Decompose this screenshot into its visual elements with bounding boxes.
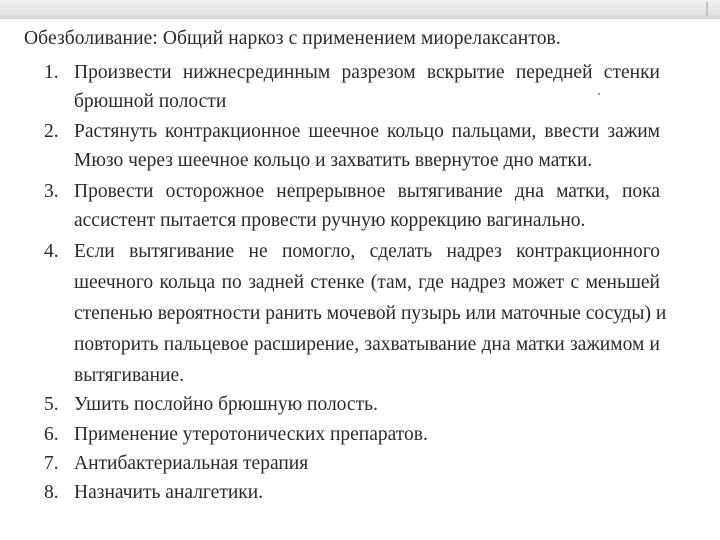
list-item-line: повторить пальцевое расширение, захватывание дна матки зажимом и (74, 334, 660, 355)
list-item-number: 2. (44, 121, 59, 142)
list-item-line: Антибактериальная терапия (74, 453, 309, 474)
list-item-line: вытягивание. (74, 365, 184, 386)
window-top-bar (0, 0, 720, 19)
list-item-line: Произвести нижнесрединным разрезом вскрытие передней стенки (74, 62, 660, 83)
document-heading: Обезболивание: Общий наркоз с применением миорелаксантов. (24, 28, 561, 49)
list-item-number: 1. (44, 62, 59, 83)
list-item-number: 5. (44, 394, 59, 415)
list-item-line: брюшной полости (74, 91, 227, 112)
list-item-line: Если вытягивание не помогло, сделать надрез контракционного (74, 241, 660, 262)
list-item-line: степенью вероятности ранить мочевой пузырь или маточные сосуды) и (74, 303, 667, 324)
list-item-number: 3. (44, 181, 59, 202)
list-item-line: Назначить аналгетики. (74, 482, 264, 503)
list-item-line: Применение утеротонических препаратов. (74, 424, 428, 445)
window-edge-mark (706, 2, 708, 16)
list-item-line: Провести осторожное непрерывное вытягивание дна матки, пока (74, 181, 660, 202)
list-item-line: Ушить послойно брюшную полость. (74, 394, 378, 415)
list-item-number: 8. (44, 482, 59, 503)
list-item-line: Растянуть контракционное шеечное кольцо пальцами, ввести зажим (74, 121, 660, 142)
scan-speck (598, 93, 600, 95)
list-item-number: 4. (44, 241, 59, 262)
list-item-number: 6. (44, 424, 59, 445)
list-item-line: шеечного кольца по задней стенке (там, где надрез может с меньшей (74, 272, 660, 293)
list-item-line: ассистент пытается провести ручную коррекцию вагинально. (74, 210, 586, 231)
scanned-document (0, 20, 720, 520)
list-item-number: 7. (44, 453, 59, 474)
list-item-line: Мюзо через шеечное кольцо и захватить ввернутое дно матки. (74, 150, 593, 171)
